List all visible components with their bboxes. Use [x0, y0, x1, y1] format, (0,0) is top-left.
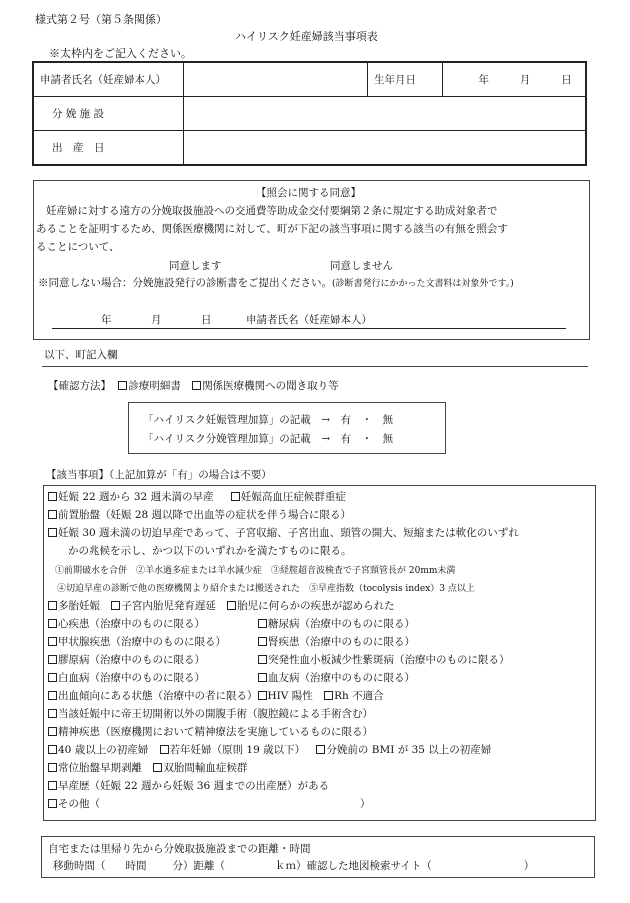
checkbox[interactable]	[48, 510, 57, 519]
checkbox[interactable]	[258, 619, 267, 628]
sign-month: 月	[151, 314, 162, 326]
item-label: 40 歳以上の初産婦	[58, 744, 149, 756]
applicant-table	[32, 61, 587, 166]
checkbox[interactable]	[48, 619, 57, 628]
checkbox[interactable]	[231, 492, 240, 501]
item-row-9	[48, 688, 384, 703]
item-label: 血友病（治療中のものに限る）	[268, 672, 415, 684]
distance-fields	[53, 858, 534, 873]
item-row-1	[48, 489, 346, 504]
item-label: 妊娠高血圧症候群重症	[240, 491, 346, 503]
item-label: 白血病（治療中のものに限る）	[58, 672, 205, 684]
item-sub-conditions-1: ①前期破水を合併 ②羊水過多症または羊水減少症 ③経腟超音波検査で子宮頸管長が 20mm未満	[55, 566, 456, 576]
item-label: 精神疾患（医療機関において精神療法を実施しているものに限る）	[58, 726, 373, 738]
item-label: 当該妊娠中に帝王切開術以外の開腹手術（腹腔鏡による手術含む）	[58, 708, 373, 720]
item-label: Rh 不適合	[334, 690, 384, 702]
checkbox[interactable]	[258, 637, 267, 646]
confirm-label: 【確認方法】	[48, 380, 111, 392]
birthdate-label: 生年月日	[368, 62, 443, 97]
consent-text-1: 妊産婦に対する遠方の分娩取扱施設への交通費等助成金交付要綱第２条に規定する助成対象者で	[46, 205, 498, 217]
checkbox[interactable]	[48, 655, 57, 664]
checkbox[interactable]	[258, 691, 267, 700]
items-box	[43, 485, 596, 821]
confirm-option-2: 関係医療機関への聞き取り等	[202, 380, 339, 392]
checkbox[interactable]	[48, 637, 57, 646]
item-label: 出血傾向にある状態（治療中の者に限る）	[58, 690, 258, 702]
confirm-method	[48, 378, 339, 393]
birthdate-field[interactable]	[443, 62, 587, 97]
checkbox[interactable]	[48, 763, 57, 772]
disagree-option[interactable]: 同意しません	[330, 260, 393, 272]
consent-box	[33, 180, 590, 340]
sign-day: 日	[201, 314, 212, 326]
checkbox[interactable]	[153, 763, 162, 772]
item-label: 突発性血小板減少性紫斑病（治療中のものに限る）	[268, 654, 510, 666]
checkbox[interactable]	[48, 601, 57, 610]
item-label: 分娩前の BMI が 35 以上の初産婦	[326, 744, 492, 756]
checkbox[interactable]	[48, 799, 57, 808]
distance-heading: 自宅または里帰り先から分娩取扱施設までの距離・時間	[48, 843, 311, 855]
item-row-12	[48, 742, 491, 757]
checkbox[interactable]	[227, 601, 236, 610]
checkbox[interactable]	[111, 601, 120, 610]
close-paren: ）	[523, 860, 535, 872]
checkbox[interactable]	[48, 781, 57, 790]
consent-text-2: あることを証明するため、関係医療機関に対して、町が下記の該当事項に関する該当の有無を照会す	[36, 223, 508, 235]
section-divider	[42, 366, 588, 367]
items-heading: 【該当事項】（上記加算が「有」の場合は不要）	[46, 469, 272, 481]
item-row-2	[48, 507, 351, 522]
sign-year: 年	[101, 314, 112, 326]
checkbox[interactable]	[160, 745, 169, 754]
form-number: 様式第２号（第５条関係）	[35, 13, 167, 26]
applicant-name-field[interactable]	[184, 62, 368, 97]
minutes-label: 分）距離（	[172, 860, 225, 872]
item-label: HIV 陽性	[267, 690, 313, 702]
item-row-14	[48, 778, 329, 793]
item-row-15	[48, 796, 371, 811]
item-label: 前置胎盤（妊娠 28 週以降で出血等の症状を伴う場合に限る）	[58, 509, 352, 521]
delivery-date-field[interactable]	[184, 131, 587, 166]
addition-box	[128, 402, 446, 454]
checkbox[interactable]	[48, 673, 57, 682]
signature-line[interactable]	[52, 328, 566, 329]
item-row-7	[48, 652, 510, 667]
item-row-8	[48, 670, 415, 685]
town-section-label: 以下、町記入欄	[44, 349, 118, 361]
consent-note-small: (診断書発行にかかった文書料は対象外です。)	[332, 279, 514, 289]
item-label: 膠原病（治療中のものに限る）	[58, 654, 205, 666]
agree-option[interactable]: 同意します	[169, 260, 222, 272]
item-label: 妊娠 22 週から 32 週未満の早産	[58, 491, 214, 503]
item-sub-conditions-2: ④切迫早産の診断で他の医療機関より紹介または搬送された ⑤早産指数（tocolysis index）3 点以上	[57, 584, 475, 594]
checkbox[interactable]	[48, 528, 57, 537]
item-row-11	[48, 724, 373, 739]
checkbox[interactable]	[258, 673, 267, 682]
item-row-13	[48, 760, 247, 775]
addition-row-delivery[interactable]: 「ハイリスク分娩管理加算」の記載 → 有 ・ 無	[143, 433, 394, 445]
birth-date-label: 出 産 日	[33, 131, 184, 166]
checkbox[interactable]	[258, 655, 267, 664]
item-row-4	[48, 598, 395, 613]
item-label: その他（	[58, 798, 100, 810]
item-label: 胎児に何らかの疾患が認められた	[237, 600, 395, 612]
consent-text-3: ることについて、	[36, 241, 120, 253]
facility-label: 分 娩 施 設	[33, 97, 184, 131]
item-row-6	[48, 634, 415, 649]
checkbox[interactable]	[324, 691, 333, 700]
applicant-name-label: 申請者氏名（妊産婦本人）	[33, 62, 184, 97]
item-label: 若年妊婦（原則 19 歳以下）	[169, 744, 306, 756]
checkbox[interactable]	[316, 745, 325, 754]
item-row-3-cont: かの兆候を示し、かつ以下のいずれかを満たすものに限る。	[68, 545, 352, 557]
checkbox[interactable]	[48, 745, 57, 754]
checkbox[interactable]	[48, 709, 57, 718]
checkbox[interactable]	[48, 492, 57, 501]
distance-box	[41, 836, 595, 878]
item-label: 子宮内胎児発育遅延	[121, 600, 216, 612]
checkbox[interactable]	[48, 691, 57, 700]
checkbox[interactable]	[48, 727, 57, 736]
confirm-option-1: 診療明細書	[128, 380, 181, 392]
checkbox-interview[interactable]	[192, 381, 201, 390]
page-title: ハイリスク妊産婦該当事項表	[235, 30, 378, 43]
item-label: 甲状腺疾患（治療中のものに限る）	[58, 636, 226, 648]
item-label: 早産歴（妊娠 22 週から妊娠 36 週までの出産歴）がある	[58, 780, 330, 792]
move-time-label: 移動時間（	[53, 860, 106, 872]
item-label: 糖尿病（治療中のものに限る）	[268, 618, 415, 630]
hours-label: 時間	[125, 860, 147, 872]
item-label: 腎疾患（治療中のものに限る）	[268, 636, 415, 648]
fill-instruction: ※太枠内をご記入ください。	[49, 47, 192, 60]
item-label: 多胎妊娠	[58, 600, 100, 612]
item-row-5	[48, 616, 415, 631]
consent-note: ※同意しない場合：分娩施設発行の診断書をご提出ください。(診断書発行にかかった文書料は対象外です。)	[38, 277, 514, 289]
consent-heading: 【照会に関する同意】	[256, 187, 361, 199]
birth-month: 月	[519, 74, 531, 86]
item-label: 妊娠 30 週未満の切迫早産であって、子宮収縮、子宮出血、頸管の開大、短縮または軟化のいずれ	[58, 527, 519, 539]
item-label: 常位胎盤早期剥離	[58, 762, 142, 774]
checkbox-medical-statement[interactable]	[118, 381, 127, 390]
item-row-10	[48, 706, 373, 721]
item-row-3	[48, 525, 519, 540]
item-label: 心疾患（治療中のものに限る）	[58, 618, 205, 630]
item-label: 双胎間輸血症候群	[163, 762, 248, 774]
birth-year: 年	[478, 74, 489, 86]
sign-name-label: 申請者氏名（妊産婦本人）	[246, 314, 372, 326]
addition-row-pregnancy[interactable]: 「ハイリスク妊娠管理加算」の記載 → 有 ・ 無	[143, 414, 394, 426]
facility-field[interactable]	[184, 97, 587, 131]
item-label: ）	[360, 798, 371, 810]
birth-day: 日	[561, 74, 572, 86]
km-label: ｋｍ）確認した地図検索サイト（	[275, 860, 432, 872]
